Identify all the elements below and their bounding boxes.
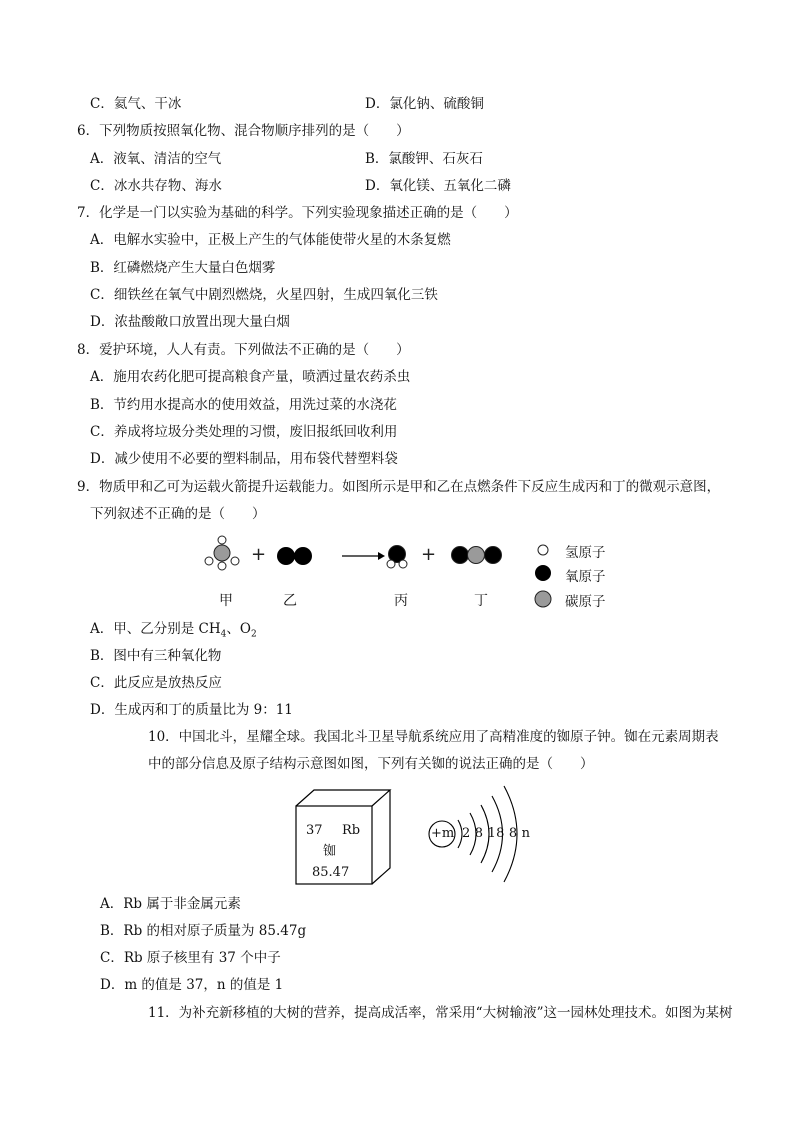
legend-hydrogen: 氢原子 [565,545,606,561]
q9-option-a: A．甲、乙分别是 $CH_4$、$O_2$ [90,621,257,640]
q5-option-d: D．氯化钠、硫酸铜 [365,96,484,112]
atomic-number: 37 [306,823,323,838]
q6-option-b: B．氯酸钾、石灰石 [365,151,483,167]
q7-stem: 7．化学是一门以实验为基础的科学。下列实验现象描述正确的是（ ） [77,205,518,221]
q9-option-d: D．生成丙和丁的质量比为 9：11 [90,702,293,718]
molecule-yi [277,547,312,565]
q10-stem-line2: 中的部分信息及原子结构示意图如图，下列有关铷的说法正确的是（ ） [148,756,594,772]
q10-option-c: C．Rb 原子核里有 37 个中子 [100,950,281,966]
q8-option-d: D．减少使用不必要的塑料制品，用布袋代替塑料袋 [90,451,398,467]
q9-option-b: B．图中有三种氧化物 [90,648,222,664]
q10-option-d: D．m 的值是 37，n 的值是 1 [100,977,284,993]
q5-option-c: C．氦气、干冰 [90,96,182,112]
reaction-arrow [342,552,385,560]
q7-option-d: D．浓盐酸敞口放置出现大量白烟 [90,314,290,330]
q8-option-c: C．养成将垃圾分类处理的习惯，废旧报纸回收利用 [90,424,398,440]
molecule-bing [387,546,407,569]
label-yi: 乙 [283,593,297,609]
plus-2: + [421,544,437,565]
atomic-mass: 85.47 [312,865,350,880]
q8-option-a: A．施用农药化肥可提高粮食产量，喷洒过量农药杀虫 [90,369,411,385]
q7-option-b: B．红磷燃烧产生大量白色烟雾 [90,260,276,276]
reaction-diagram [195,532,625,592]
q6-stem: 6．下列物质按照氧化物、混合物顺序排列的是（ ） [77,123,410,139]
element-symbol: Rb [342,823,361,838]
q10-stem-line1: 10．中国北斗，星耀全球。我国北斗卫星导航系统应用了高精准度的铷原子钟。铷在元素周期表 [148,729,719,745]
q10-option-a: A．Rb 属于非金属元素 [100,896,241,912]
q9-stem-line2: 下列叙述不正确的是（ ） [90,506,266,522]
legend-h-symbol [538,545,548,555]
molecule-ding [452,547,502,564]
molecule-jia [205,536,239,570]
legend-c-symbol [534,590,554,610]
q11-stem-line1: 11．为补充新移植的大树的营养，提高成活率，常采用“大树输液”这一园林处理技术。如图为某树 [148,1005,733,1021]
q9-stem-line1: 9．物质甲和乙可为运载火箭提升运载能力。如图所示是甲和乙在点燃条件下反应生成丙和丁的微观示意图， [77,479,721,495]
q6-option-a: A．液氧、清洁的空气 [90,151,222,167]
nucleus-charge: +m [431,826,455,841]
q8-option-b: B．节约用水提高水的使用效益，用洗过菜的水浇花 [90,397,397,413]
legend-oxygen: 氧原子 [565,569,606,585]
label-bing: 丙 [394,593,408,609]
q6-option-d: D．氧化镁、五氧化二磷 [365,178,511,194]
legend-o-symbol [535,565,551,581]
label-ding: 丁 [474,593,488,609]
q9-option-c: C．此反应是放热反应 [90,675,222,691]
q7-option-c: C．细铁丝在氧气中剧烈燃烧，火星四射，生成四氧化三铁 [90,287,438,303]
label-jia: 甲 [219,593,233,609]
q8-stem: 8．爱护环境，人人有责。下列做法不正确的是（ ） [77,342,410,358]
electron-counts: 2 8 18 8 n [462,826,531,841]
q7-option-a: A．电解水实验中，正极上产生的气体能使带火星的木条复燃 [90,232,451,248]
legend-carbon: 碳原子 [565,594,606,610]
q10-option-b: B．Rb 的相对原子质量为 85.47g [100,923,307,939]
plus-1: + [251,544,267,565]
element-name: 铷 [323,844,337,859]
q6-option-c: C．冰水共存物、海水 [90,178,222,194]
